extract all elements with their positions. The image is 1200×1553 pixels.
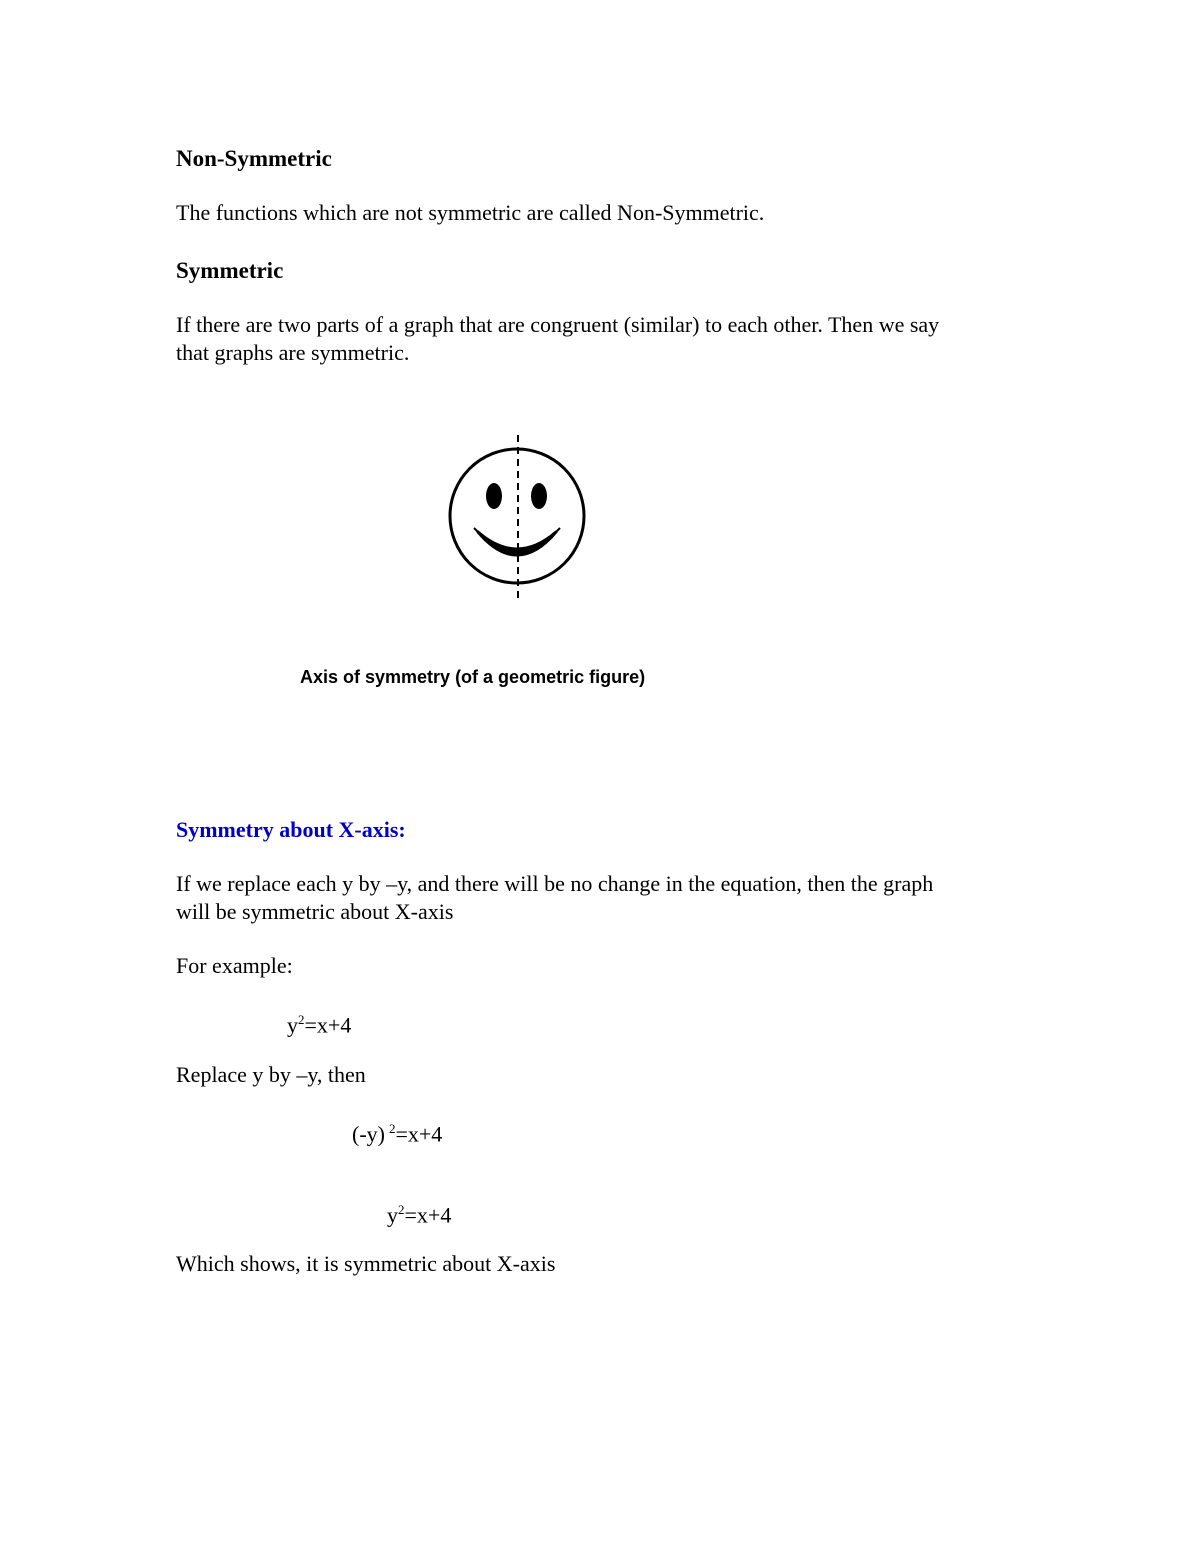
left-mouth-tick (474, 528, 482, 536)
equation-simplified-exponent: 2 (398, 1202, 405, 1217)
non-symmetric-heading: Non-Symmetric (176, 146, 332, 171)
figure-caption: Axis of symmetry (of a geometric figure) (300, 667, 646, 687)
symmetric-heading: Symmetric (176, 258, 284, 283)
smiley-face-icon (440, 432, 596, 602)
equation-simplified (387, 1196, 451, 1229)
x-axis-rule-line1: If we replace each y by –y, and there will be no change in the equation, then the graph (176, 871, 934, 896)
equation-substituted (352, 1115, 442, 1148)
equation-substituted-base: (-y) (352, 1121, 385, 1147)
right-mouth-tick (552, 528, 560, 536)
symmetry-x-axis-heading: Symmetry about X-axis: (176, 817, 406, 842)
face-outline (450, 449, 584, 583)
equation-original-base: y (287, 1012, 298, 1038)
x-axis-rule-line2: will be symmetric about X-axis (176, 899, 454, 924)
equation-original-exponent: 2 (298, 1012, 305, 1027)
equation-substituted-exponent: 2 (388, 1121, 396, 1136)
symmetric-definition-line2: that graphs are symmetric. (176, 340, 410, 365)
equation-original-rest: =x+4 (304, 1012, 352, 1038)
left-eye (486, 483, 502, 509)
conclusion-text: Which shows, it is symmetric about X-axis (176, 1251, 556, 1276)
replace-instruction: Replace y by –y, then (176, 1062, 366, 1087)
smiley-face-with-axis-icon (440, 432, 596, 602)
right-eye (531, 483, 547, 509)
equation-simplified-rest: =x+4 (404, 1202, 452, 1228)
equation-substituted-rest: =x+4 (395, 1121, 443, 1147)
non-symmetric-definition: The functions which are not symmetric are called Non-Symmetric. (176, 200, 765, 225)
symmetric-definition-line1: If there are two parts of a graph that are congruent (similar) to each other. Then we say (176, 312, 940, 337)
equation-simplified-base: y (387, 1202, 398, 1228)
example-label: For example: (176, 953, 293, 978)
equation-original (287, 1006, 351, 1039)
